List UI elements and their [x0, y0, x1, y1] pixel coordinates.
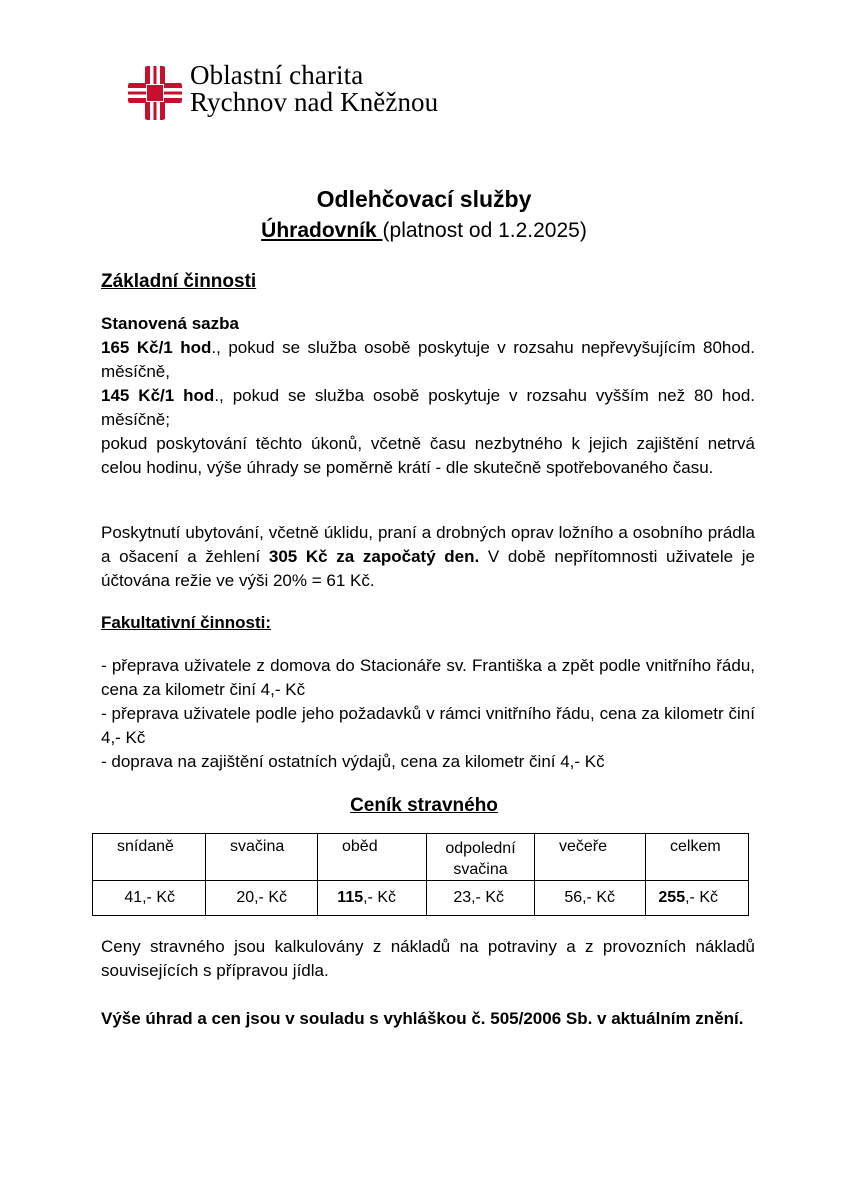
accommodation-text-2: V době nepřítomnosti uživatele je účtována režie ve výši 20% = 61 Kč.	[101, 547, 755, 590]
list-item: - přeprava uživatele z domova do Stacionáře sv. Františka a zpět podle vnitřního řádu, cena za kilometr činí 4,- Kč	[101, 656, 755, 699]
rate-1-amount: 165 Kč/1 hod	[101, 338, 212, 357]
basic-activities-heading: Základní činnosti	[101, 271, 257, 292]
accommodation-price: 305 Kč za započatý den.	[268, 547, 480, 566]
table-cell: 115,- Kč	[318, 881, 427, 916]
meal-prices-note: Ceny stravného jsou kalkulovány z nákladů na potraviny a z provozních nákladů souvisejících s přípravou jídla.	[101, 937, 755, 980]
table-row	[93, 881, 749, 916]
subtitle-validity: (platnost od 1.2.2025)	[382, 219, 587, 242]
table-header-cell: oběd	[318, 834, 427, 881]
meal-prices-heading: Ceník stravného	[350, 795, 498, 816]
logo-wordmark	[190, 62, 438, 116]
rate-1	[101, 336, 755, 384]
table-header-row	[93, 834, 749, 881]
rate-1-text: ., pokud se služba osobě poskytuje v rozsahu nepřevyšujícím 80hod. měsíčně,	[101, 338, 755, 381]
page-subtitle	[0, 219, 848, 243]
rate-2	[101, 384, 755, 432]
logo-line-2: Rychnov nad Kněžnou	[190, 87, 439, 117]
list-item: - přeprava uživatele podle jeho požadavků v rámci vnitřního řádu, cena za kilometr činí 4,- Kč	[101, 704, 755, 747]
table-header-cell: celkem	[646, 834, 749, 881]
accommodation-text-1: Poskytnutí ubytování, včetně úklidu, praní a drobných oprav ložního a osobního prádla a ošacení a žehlení	[101, 523, 755, 566]
table-header-cell: svačina	[206, 834, 318, 881]
rate-heading: Stanovená sazba	[101, 314, 239, 333]
page-title: Odlehčovací služby	[316, 186, 532, 212]
logo-line-1: Oblastní charita	[190, 60, 364, 90]
table-cell: 20,- Kč	[206, 881, 318, 916]
charity-cross-logo-icon	[128, 66, 182, 120]
accommodation-paragraph	[101, 521, 755, 593]
optional-activities-list	[101, 654, 755, 774]
rates-section	[101, 312, 755, 480]
table-cell: 56,- Kč	[535, 881, 646, 916]
subtitle-underlined: Úhradovník	[261, 219, 383, 242]
legal-note: Výše úhrad a cen jsou v souladu s vyhláškou č. 505/2006 Sb. v aktuálním znění.	[101, 1009, 744, 1028]
rate-2-text: ., pokud se služba osobě poskytuje v rozsahu vyšším než 80 hod. měsíčně;	[101, 386, 755, 429]
meal-prices-table	[92, 833, 749, 916]
table-header-cell: snídaně	[93, 834, 206, 881]
list-item: - doprava na zajištění ostatních výdajů, cena za kilometr činí 4,- Kč	[101, 752, 605, 771]
table-cell: 23,- Kč	[427, 881, 535, 916]
table-cell: 255,- Kč	[646, 881, 749, 916]
table-header-cell: odpolední svačina	[427, 834, 535, 881]
optional-activities-heading: Fakultativní činnosti:	[101, 613, 272, 632]
table-cell: 41,- Kč	[93, 881, 206, 916]
table-header-cell: večeře	[535, 834, 646, 881]
rate-note: pokud poskytování těchto úkonů, včetně času nezbytného k jejich zajištění netrvá celou hodinu, výše úhrady se poměrně krátí - dle skutečně spotřebovaného času.	[101, 434, 755, 477]
rate-2-amount: 145 Kč/1 hod	[101, 386, 215, 405]
